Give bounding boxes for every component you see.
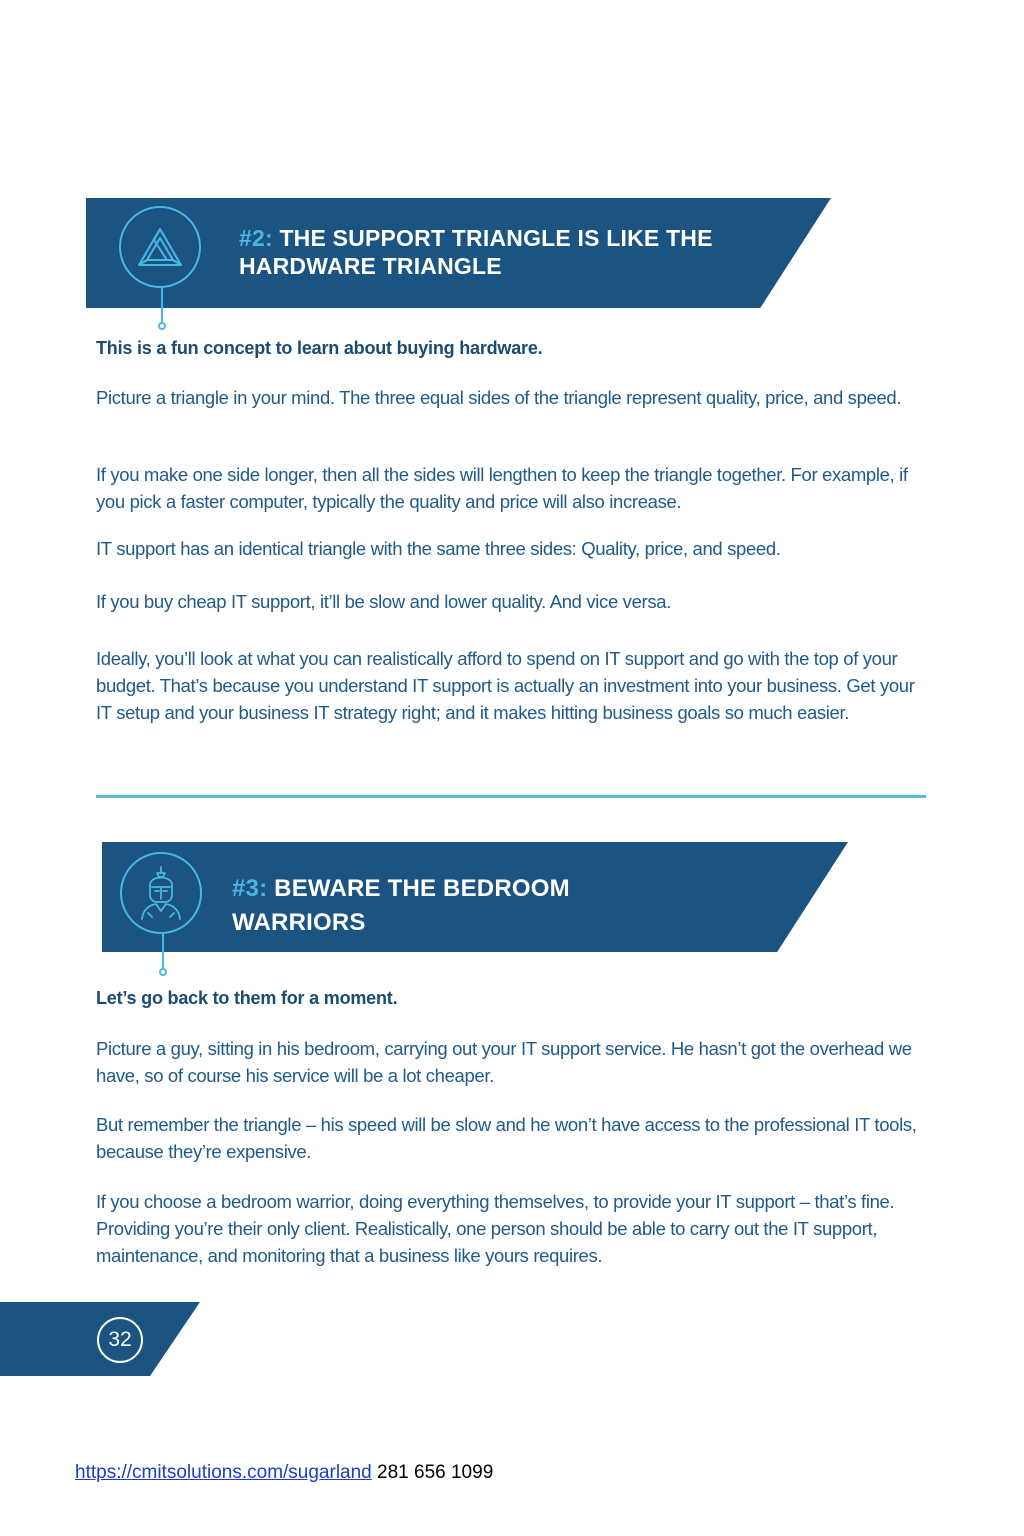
section-2-connector <box>161 288 163 322</box>
section-3-title <box>232 872 632 940</box>
section-3-paragraph: But remember the triangle – his speed will be slow and he won’t have access to the professional IT tools, because they’re expensive. <box>96 1114 917 1162</box>
section-3-paragraph: Picture a guy, sitting in his bedroom, carrying out your IT support service. He hasn’t got the overhead we have, so of course his service will be a lot cheaper. <box>96 1038 912 1086</box>
website-link[interactable]: https://cmitsolutions.com/sugarland <box>75 1462 372 1483</box>
section-2-lead: This is a fun concept to learn about buying hardware. <box>96 338 543 358</box>
penrose-triangle-icon <box>137 226 183 268</box>
section-divider <box>96 795 926 798</box>
warrior-helmet-icon <box>136 865 186 921</box>
section-2-badge <box>119 206 201 288</box>
section-2-number: #2: <box>239 225 273 251</box>
section-2-connector-dot <box>158 322 166 330</box>
section-2-paragraph: Picture a triangle in your mind. The three equal sides of the triangle represent quality, price, and speed. <box>96 387 902 408</box>
section-3-badge <box>120 852 202 934</box>
section-3-title-text: BEWARE THE BEDROOM WARRIORS <box>232 875 570 936</box>
section-2-title-text: THE SUPPORT TRIANGLE IS LIKE THE HARDWARE TRIANGLE <box>239 225 713 279</box>
section-2-paragraph: IT support has an identical triangle with the same three sides: Quality, price, and speed. <box>96 538 781 559</box>
section-2-paragraph: Ideally, you’ll look at what you can realistically afford to spend on IT support and go with the top of your budget. That’s because you understand IT support is actually an investment into your business. Get your IT setup and your business IT strategy right; and it makes hitting business goals so much easier. <box>96 648 915 723</box>
section-2-paragraph: If you make one side longer, then all the sides will lengthen to keep the triangle together. For example, if you pick a faster computer, typically the quality and price will also increase. <box>96 464 908 512</box>
page-number: 32 <box>97 1317 143 1363</box>
section-3-lead: Let’s go back to them for a moment. <box>96 988 398 1008</box>
section-3-paragraph: If you choose a bedroom warrior, doing everything themselves, to provide your IT support – that’s fine. Providing you’re their only client. Realistically, one person should be able to carry out the IT support, maintenance, and monitoring that a business like yours requires. <box>96 1191 895 1266</box>
section-3-connector-dot <box>159 968 167 976</box>
footer <box>75 1462 493 1484</box>
section-3-connector <box>162 934 164 968</box>
section-3-number: #3: <box>232 875 268 902</box>
section-2-paragraph: If you buy cheap IT support, it’ll be slow and lower quality. And vice versa. <box>96 591 671 612</box>
section-2-title <box>239 224 759 280</box>
phone-number: 281 656 1099 <box>377 1462 494 1483</box>
